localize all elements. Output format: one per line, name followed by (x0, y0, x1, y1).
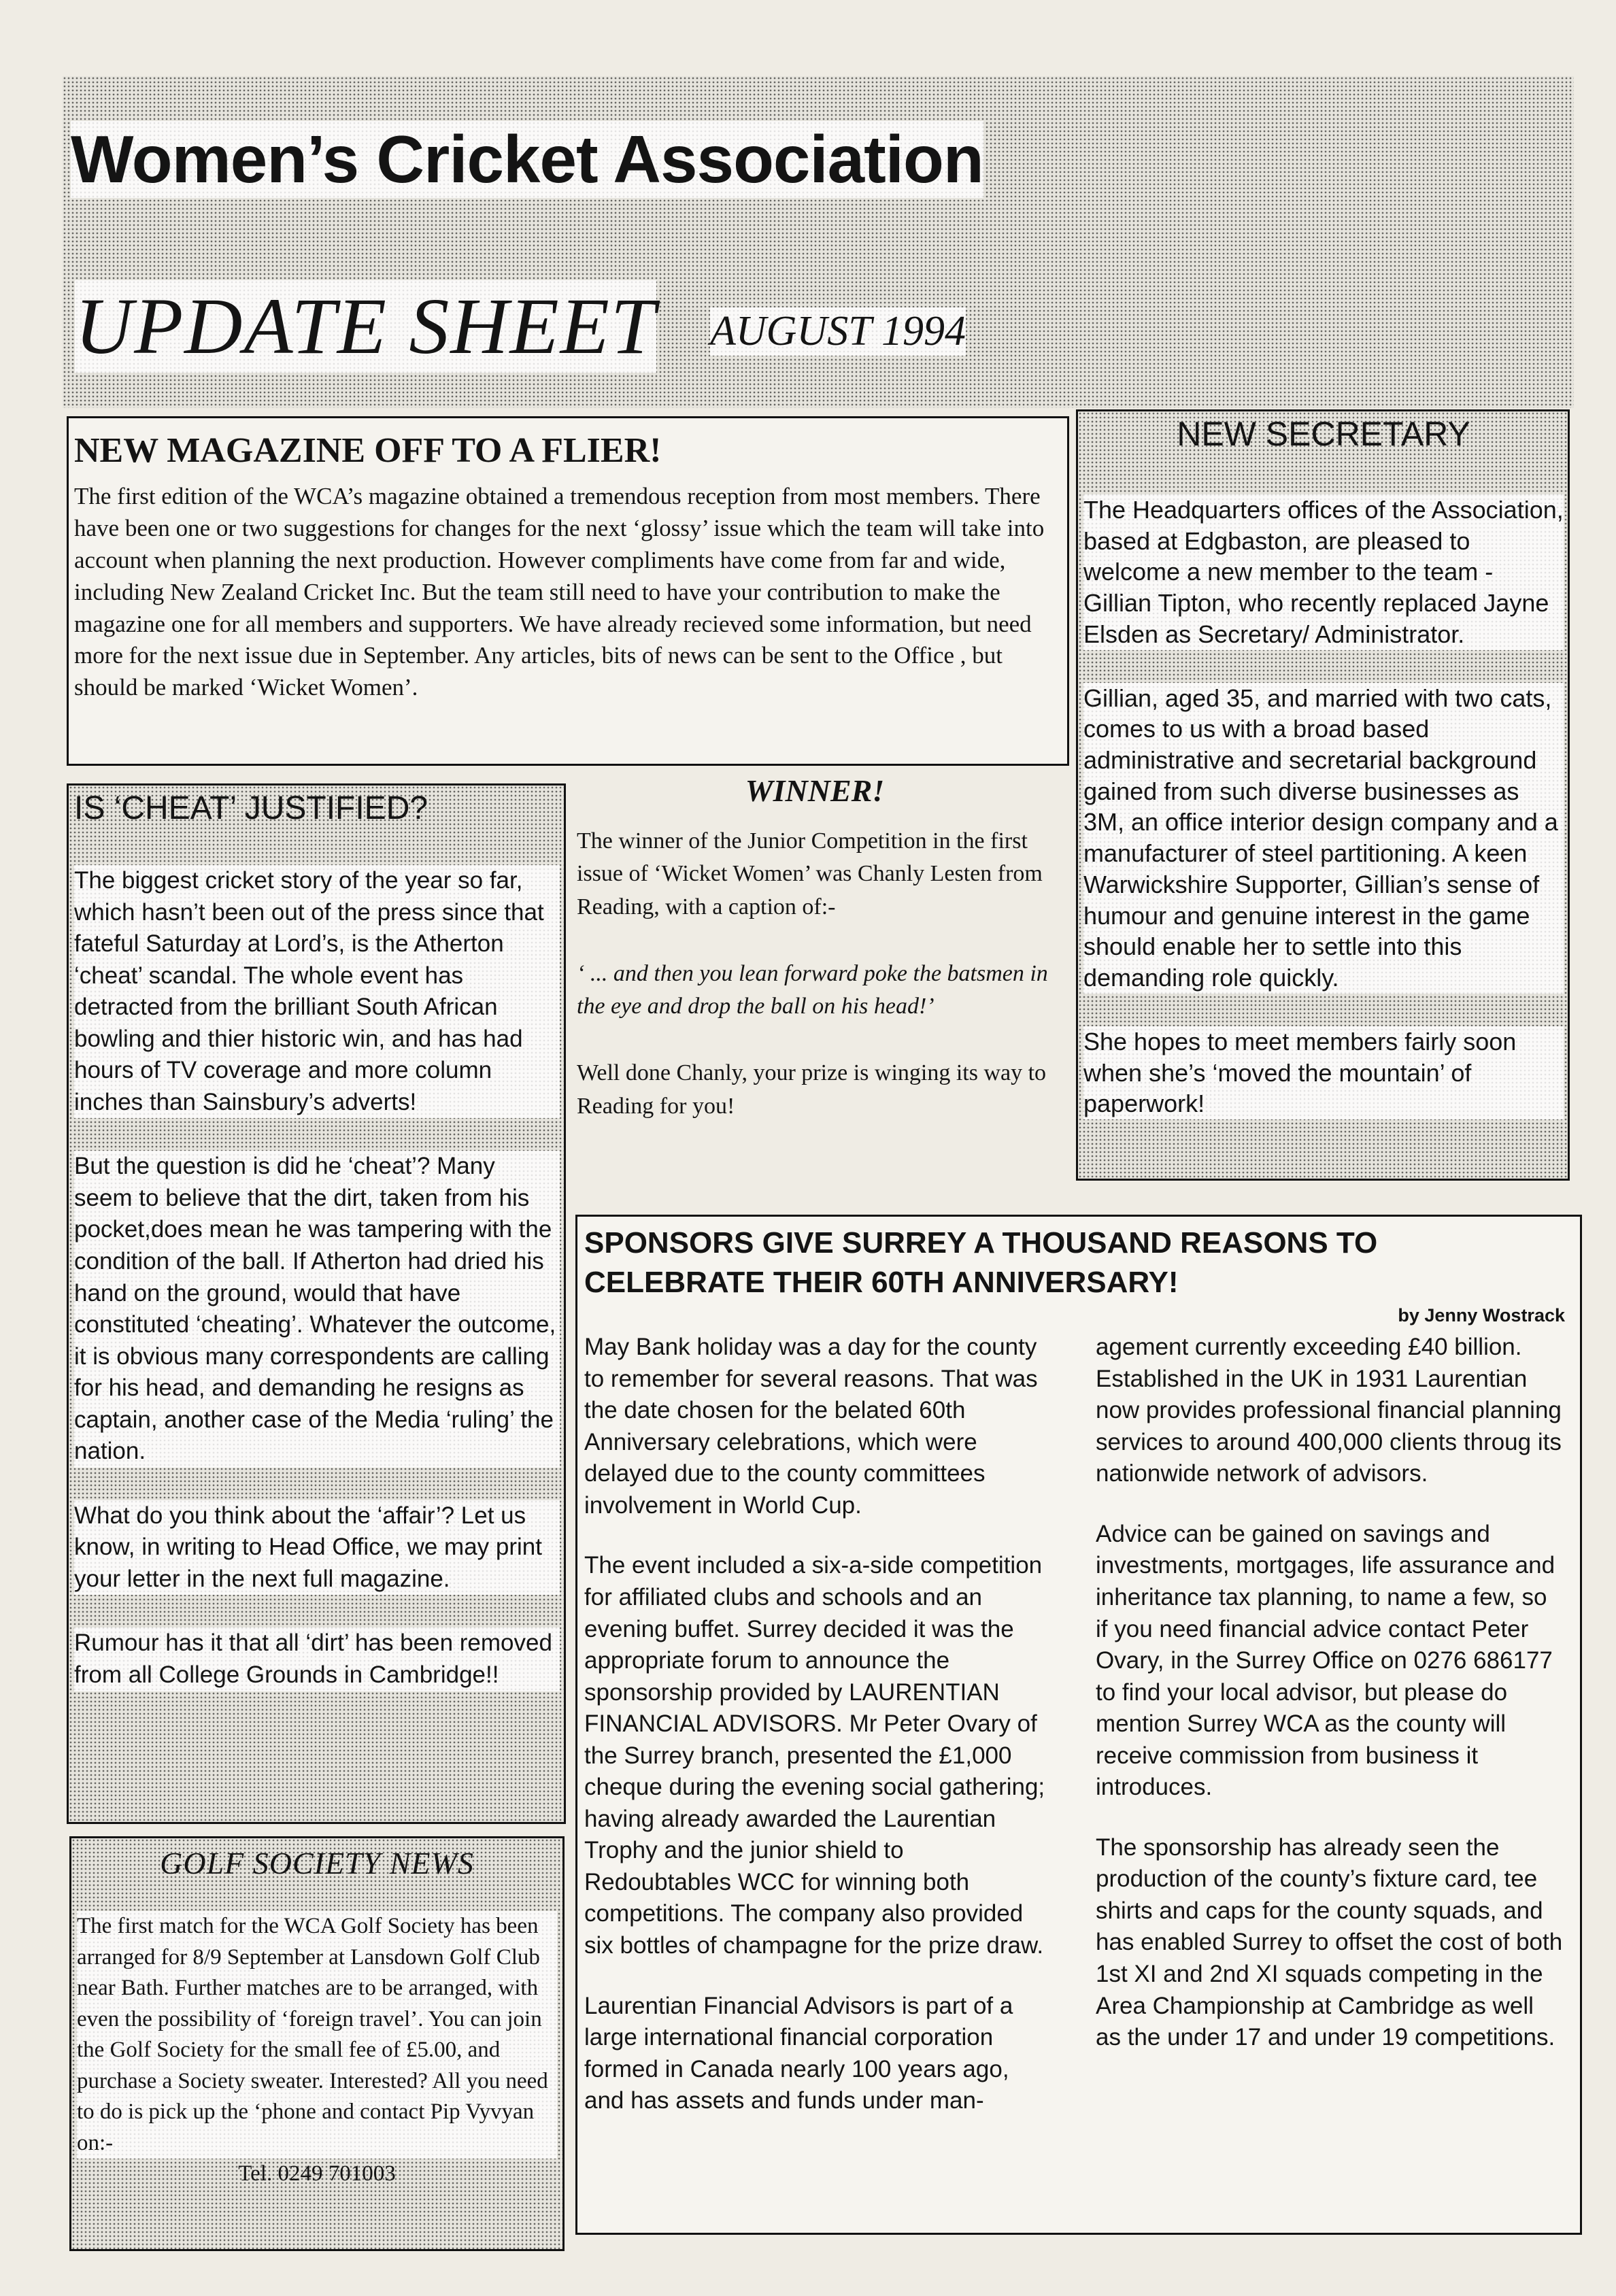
sponsors-paragraph: The event included a six-a-side competition for affiliated clubs and schools and an evening buffet. Surrey decided it was the appropriate forum to announce the sponsorship provided by LAURENTIAN FINANCIAL ADVISORS. Mr Peter Ovary of the Surrey branch, presented the £1,000 cheque during the evening social gathering; having already awarded the Laurentian Trophy and the junior shield to Redoubtables WCC for winning both competitions. The company also provided six bottles of champagne for the prize draw. (584, 1552, 1045, 1959)
golf-telephone: Tel. 0249 701003 (238, 2161, 396, 2187)
masthead-subtitle: UPDATE SHEET (75, 280, 656, 373)
winner-intro: The winner of the Junior Competition in the first issue of ‘Wicket Women’ was Chanly Lesten from Reading, with a caption of:- (577, 828, 1043, 919)
sponsors-paragraph: Laurentian Financial Advisors is part of a large international financial corporation formed in Canada nearly 100 years ago, and has assets and funds under man- (584, 1992, 1013, 2114)
masthead-date: AUGUST 1994 (710, 308, 966, 354)
secretary-paragraph: She hopes to meet members fairly soon when she’s ‘moved the mountain’ of paperwork! (1083, 1026, 1564, 1119)
winner-heading: WINNER! (745, 773, 885, 808)
sponsors-byline: by Jenny Wostrack (1398, 1305, 1565, 1326)
sponsors-paragraph: Advice can be gained on savings and investments, mortgages, life assurance and inheritance tax planning, to name a few, so if you need financial advice contact Peter Ovary, in the Surrey Office on 0276 686177 to find your local advisor, but please do mention Surrey WCA as the county will receive commission from business it introduces. (1096, 1520, 1555, 1801)
sponsors-column-left (584, 1332, 1054, 2146)
magazine-heading: NEW MAGAZINE OFF TO A FLIER! (74, 431, 662, 470)
winner-outro: Well done Chanly, your prize is winging its way to Reading for you! (577, 1060, 1047, 1119)
cheat-paragraph: But the question is did he ‘cheat’? Many seem to believe that the dirt, taken from his pocket,does mean he was tampering with the condition of the ball. If Atherton had dried his hand on the ground, would that have constituted ‘cheating’. Whatever the outcome, it is obvious many correspondents are calling for his head, and demanding he resigns as captain, another case of the Media ‘ruling’ the nation. (74, 1151, 560, 1467)
sponsors-column-right (1096, 1332, 1565, 2146)
masthead-title: Women’s Cricket Association (71, 122, 983, 197)
cheat-paragraph: Rumour has it that all ‘dirt’ has been removed from all College Grounds in Cambridge!! (74, 1627, 560, 1691)
winner-article (577, 773, 1053, 1157)
secretary-heading: NEW SECRETARY (1177, 415, 1470, 453)
cheat-article (67, 783, 566, 1824)
winner-quote: ‘ ... and then you lean forward poke the batsmen in the eye and drop the ball on his head!’ (577, 960, 1048, 1019)
magazine-article (67, 416, 1069, 766)
golf-article (69, 1836, 565, 2251)
sponsors-paragraph: agement currently exceeding £40 billion. Established in the UK in 1931 Laurentian now provides professional financial planning services to around 400,000 clients throug its nationwide network of advisors. (1096, 1334, 1562, 1487)
magazine-body: The first edition of the WCA’s magazine obtained a tremendous reception from most members. There have been one or two suggestions for changes for the next ‘glossy’ issue which the team will take into account when planning the next production. However compliments have come from far and wide, including New Zealand Cricket Inc. But the team still need to have your contribution to make the magazine one for all members and supporters. We have already recieved some information, but need more for the next issue due in September. Any articles, bits of news can be sent to the Office , but should be marked ‘Wicket Women’. (74, 483, 1045, 701)
secretary-article (1076, 409, 1570, 1181)
masthead (63, 76, 1574, 408)
secretary-paragraph: The Headquarters offices of the Association, based at Edgbaston, are pleased to welcome a new member to the team - Gillian Tipton, who recently replaced Jayne Elsden as Secretary/ Administrator. (1083, 494, 1564, 650)
sponsors-heading: SPONSORS GIVE SURREY A THOUSAND REASONS TO CELEBRATE THEIR 60TH ANNIVERSARY! (584, 1226, 1378, 1300)
secretary-paragraph: Gillian, aged 35, and married with two cats, comes to us with a broad based administrative and secretarial background gained from such diverse businesses as 3M, an office interior design company and a manufacturer of steel partitioning. A keen Warwickshire Supporter, Gillian’s sense of humour and genuine interest in the game should enable her to settle into this demanding role quickly. (1083, 683, 1564, 994)
cheat-paragraph: The biggest cricket story of the year so far, which hasn’t been out of the press since that fateful Saturday at Lord’s, is the Atherton ‘cheat’ scandal. The whole event has detracted from the brilliant South African bowling and thier historic win, and has had hours of TV coverage and more column inches than Sainsbury’s adverts! (74, 865, 560, 1118)
cheat-paragraph: What do you think about the ‘affair’? Let us know, in writing to Head Office, we may print your letter in the next full magazine. (74, 1500, 560, 1596)
cheat-heading: IS ‘CHEAT’ JUSTIFIED? (74, 790, 428, 826)
golf-body: The first match for the WCA Golf Society has been arranged for 8/9 September at Lansdown Golf Club near Bath. Further matches are to be arranged, with even the possibility of ‘foreign travel’. You can join the Golf Society for the small fee of £5.00, and purchase a Society sweater. Interested? All you need to do is pick up the ‘phone and contact Pip Vyvyan on:- (77, 1911, 557, 2159)
sponsors-paragraph: May Bank holiday was a day for the county to remember for several reasons. That was the date chosen for the belated 60th Anniversary celebrations, which were delayed due to the county committees involvement in World Cup. (584, 1334, 1038, 1519)
sponsors-paragraph: The sponsorship has already seen the production of the county’s fixture card, tee shirts and caps for the county squads, and has enabled Surrey to offset the cost of both 1st XI and 2nd XI squads competing in the Area Championship at Cambridge as well as the under 17 and under 19 competitions. (1096, 1834, 1563, 2051)
sponsors-article (575, 1215, 1582, 2235)
golf-heading: GOLF SOCIETY NEWS (160, 1846, 474, 1880)
sponsors-columns (584, 1332, 1565, 2146)
